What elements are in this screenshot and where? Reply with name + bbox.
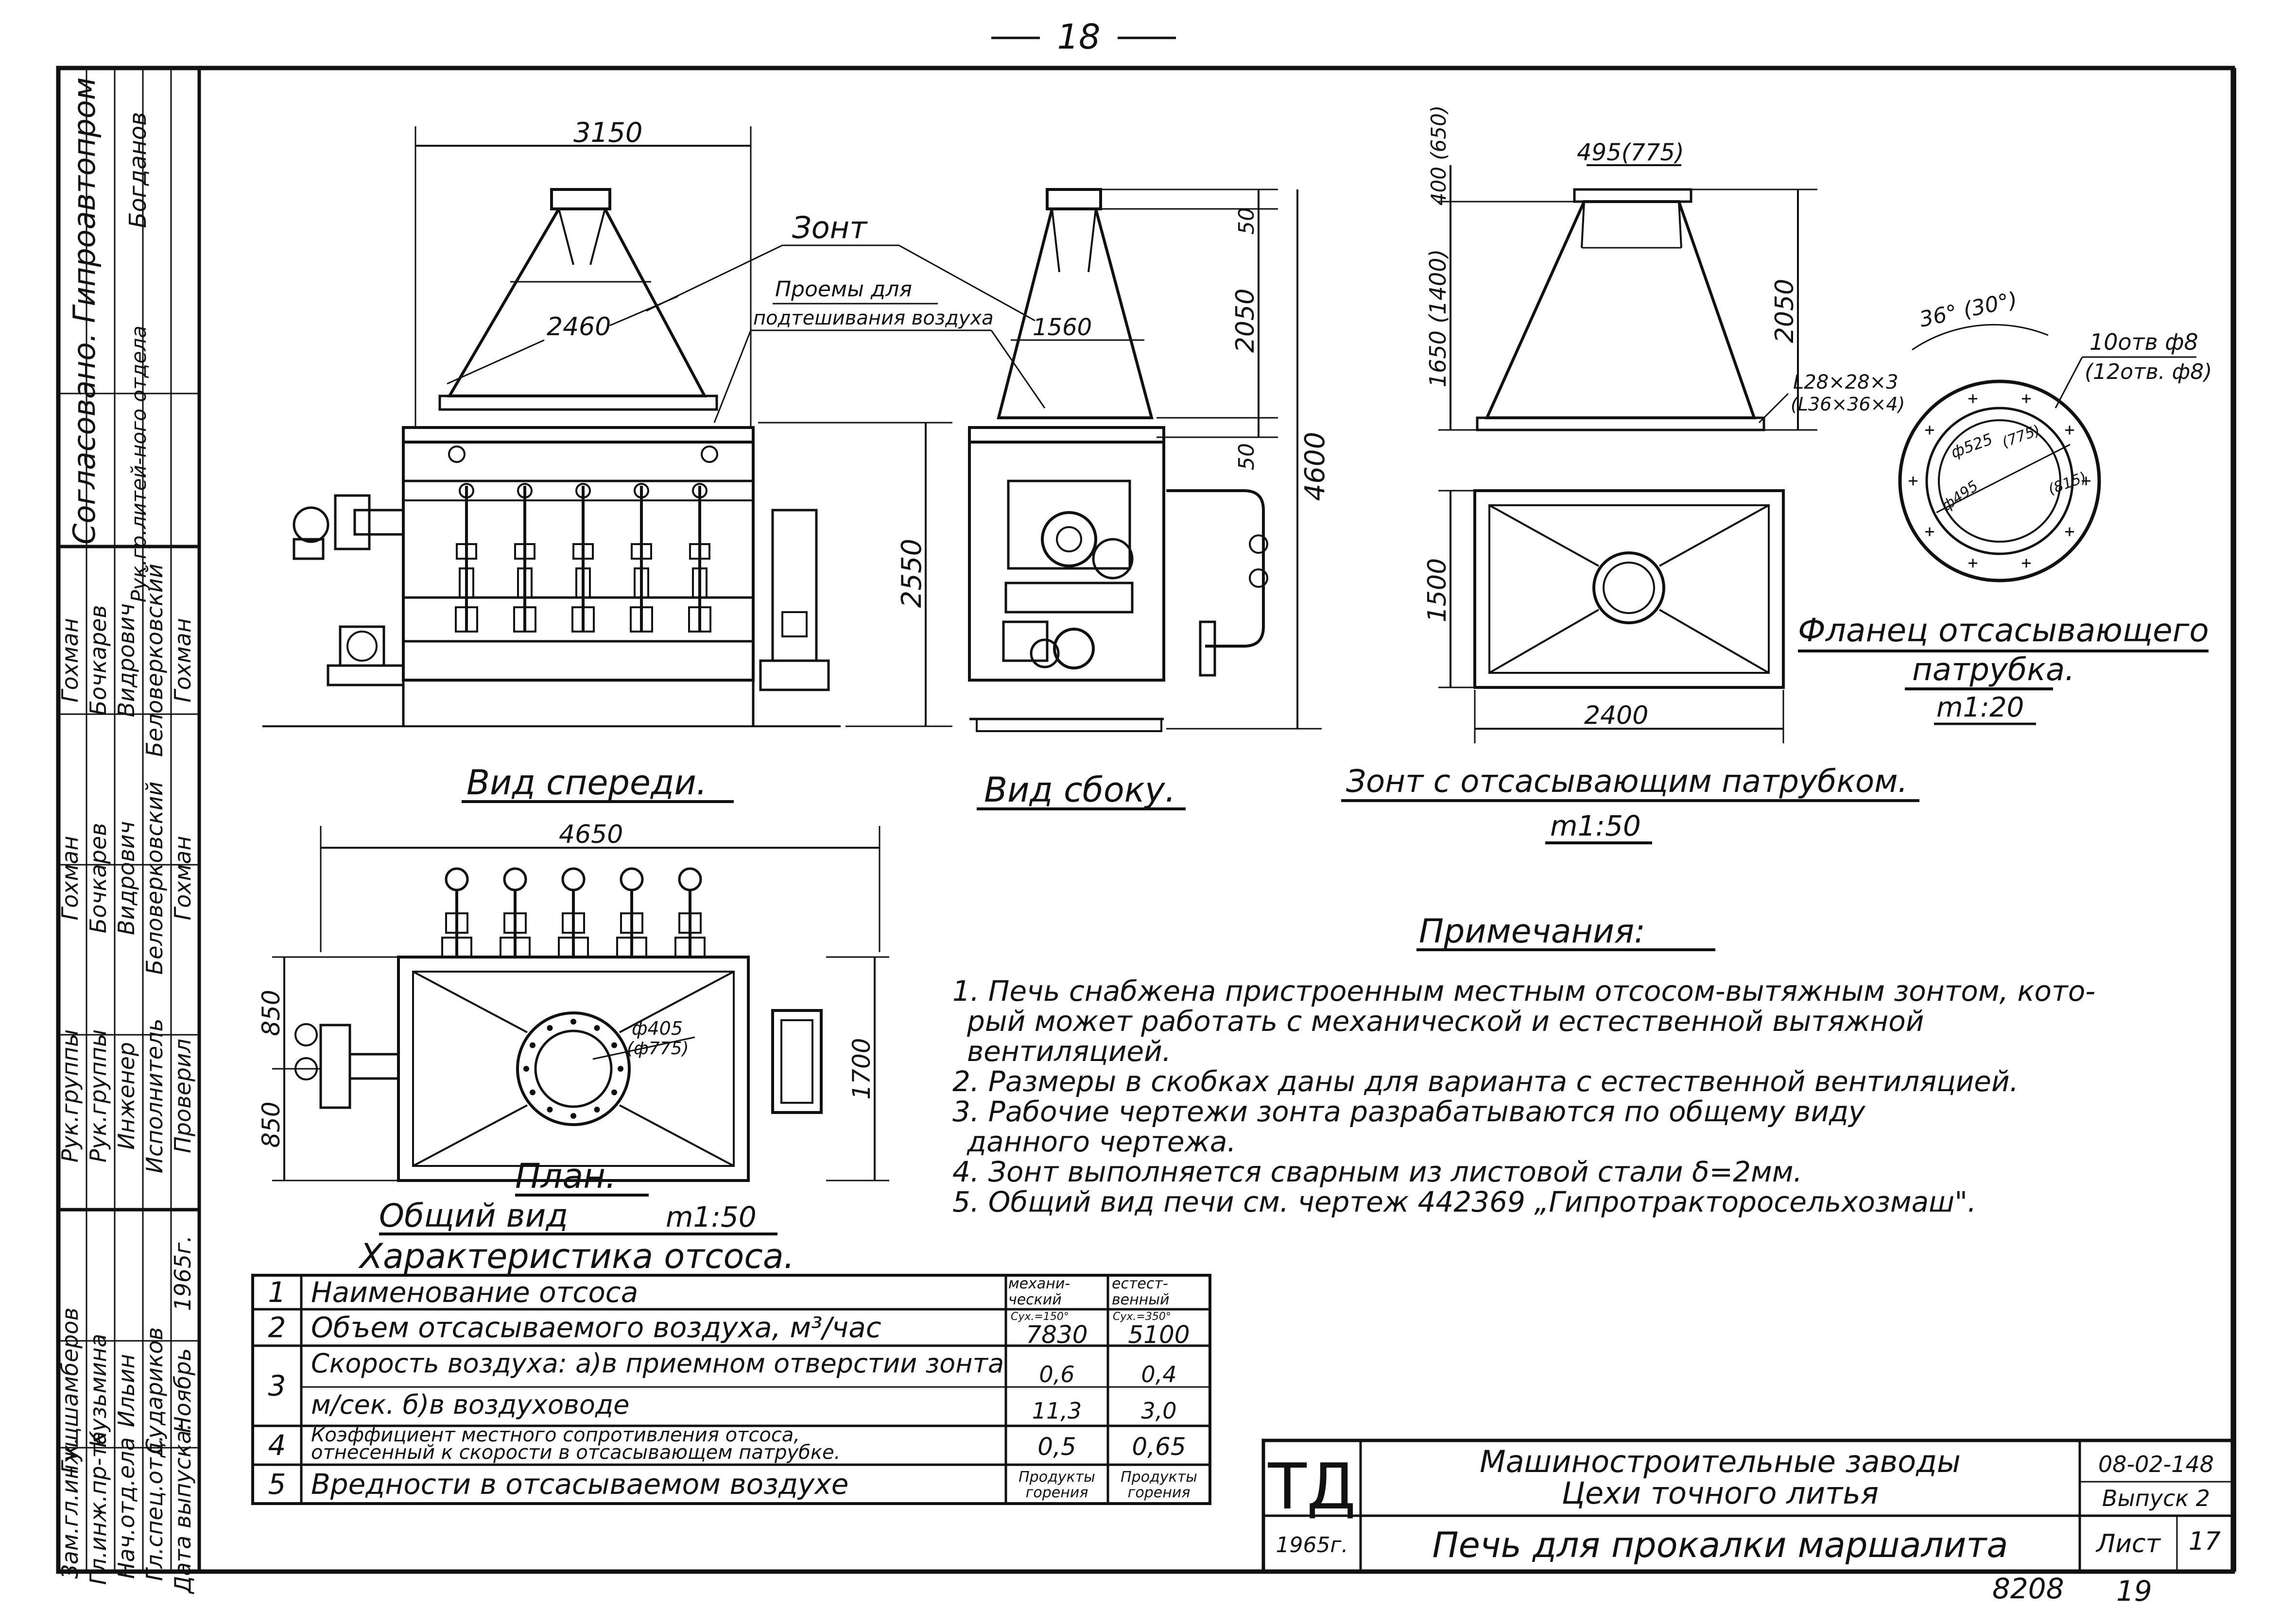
callout-hood: Зонт [792, 210, 867, 245]
bolt-hole-icon [594, 1025, 600, 1031]
stamp-cell: Ильин [113, 1354, 139, 1427]
furnace-plan [398, 957, 748, 1181]
bolt-hole-icon [523, 1066, 529, 1072]
dim-2400: 2400 [1584, 701, 1649, 730]
stamp-cell: Исполнитель [141, 1018, 168, 1174]
dim-2460: 2460 [547, 312, 611, 342]
burner [572, 484, 594, 632]
furnace-body-side [969, 428, 1164, 680]
title-block-org-1: Машиностроительные заводы [1480, 1444, 1961, 1479]
stamp-cell: Гохман [170, 836, 196, 921]
dim-3150: 3150 [573, 117, 643, 149]
callout-openings-2: подтешивания воздуха [753, 307, 994, 329]
row-name: Вредности в отсасываемом воздухе [311, 1468, 849, 1501]
valve-icon [702, 446, 717, 462]
dim-1650-1400: 1650 (1400) [1425, 249, 1451, 388]
dim-4650: 4650 [559, 820, 623, 849]
flange-scale: m1:20 [1936, 692, 2024, 723]
row-number: 2 [268, 1311, 286, 1344]
notes-block [952, 912, 2095, 1218]
sheet-label: Лист [2096, 1529, 2160, 1558]
row-number: 5 [268, 1468, 286, 1501]
burner [559, 869, 588, 957]
row-value-mech: 11,3 [1032, 1398, 1082, 1424]
stamp-cell: Гл.спец.отд. [141, 1435, 168, 1581]
stamp-cell: Судариков [141, 1327, 168, 1455]
bolt-hole-icon [530, 1090, 535, 1095]
burner-row-plan [442, 869, 705, 957]
side-view-title: Вид сбоку. [984, 770, 1176, 810]
stamp-cell: Кузьмина [85, 1334, 111, 1448]
dim-50-mid: 50 [1234, 443, 1259, 470]
header-nat: естест- [1112, 1275, 1168, 1292]
hood-top-flange [552, 189, 610, 209]
row-number: 4 [268, 1429, 286, 1462]
page-number: 18 [1057, 17, 1101, 57]
stamp-cell: Проверил [170, 1038, 196, 1153]
burner [442, 869, 471, 957]
stamp-cell: Гущшамберов [57, 1307, 83, 1474]
notes-lines [952, 975, 2095, 1218]
title-block-org-2: Цехи точного литья [1561, 1475, 1879, 1511]
burner-row-front [449, 446, 717, 632]
sheet-number: 17 [2188, 1527, 2221, 1556]
dim-4600: 4600 [1299, 431, 1331, 501]
bolt-hole-icon [611, 1090, 617, 1095]
stamp-cell: Бочкарев [85, 605, 111, 716]
flange-d2: (775) [2000, 422, 2043, 451]
row-number: 1 [268, 1276, 286, 1309]
stamp-cell: Гохман [57, 618, 83, 703]
angle-label-1: L28×28×3 [1793, 371, 1899, 394]
dim-2050-hood: 2050 [1770, 278, 1799, 343]
flange-holes-2: (12отв. ф8) [2085, 359, 2212, 384]
row-number: 3 [268, 1369, 286, 1403]
row-name: Объем отсасываемого воздуха, м³/час [311, 1311, 881, 1344]
stamp-cell: 1965г. [170, 1235, 196, 1311]
bolt-hole-icon [618, 1066, 623, 1072]
header-nat: венный [1112, 1291, 1170, 1308]
flange-title-2: патрубка. [1912, 652, 2075, 688]
flange-d1: ф525 [1948, 429, 1995, 462]
dim-1560: 1560 [1033, 314, 1092, 341]
stamp-cell: Бочкарев [85, 822, 111, 934]
row-temp: Сух.=350° [1113, 1311, 1171, 1323]
row-name: Скорость воздуха: а)в приемном отверстии зонта [311, 1348, 1004, 1379]
note-line: рый может работать с механической и естественной вытяжной [967, 1005, 1924, 1038]
note-line: вентиляцией. [967, 1035, 1172, 1068]
bolt-hole-icon [547, 1025, 553, 1031]
flange-title-1: Фланец отсасывающего [1798, 612, 2209, 649]
hood-detail-title: Зонт с отсасывающим патрубком. [1346, 764, 1908, 800]
bolt-hole-icon [530, 1043, 535, 1048]
hood-body [449, 209, 705, 396]
bolt-hole-icon [611, 1043, 617, 1048]
row-value-nat: горения [1127, 1484, 1191, 1501]
flange-d4: (815) [2046, 468, 2089, 498]
stamp-cell: Рук.группы [85, 1029, 111, 1163]
row-temp: Сух.=150° [1011, 1311, 1069, 1323]
valve-icon [449, 446, 465, 462]
burner [617, 869, 646, 957]
row-value-nat: Продукты [1121, 1469, 1197, 1486]
flange-detail [1798, 287, 2212, 724]
stamp-cell: Рук.группы [57, 1029, 83, 1163]
stamp-cell: Нач.отд.ела [113, 1437, 139, 1579]
stamp-cell: Богданов [124, 112, 152, 228]
dim-495-775: 495(775) [1577, 139, 1684, 166]
drawing-issue: Выпуск 2 [2102, 1485, 2210, 1511]
note-line: 1. Печь снабжена пристроенным местным отсосом-вытяжным зонтом, кото- [952, 975, 2096, 1008]
plan-bore-2: (ф775) [627, 1039, 689, 1059]
dim-850-b: 850 [257, 1101, 285, 1148]
burner [514, 484, 535, 632]
row-value-mech: Продукты [1019, 1469, 1095, 1486]
note-line: 2. Размеры в скобках даны для варианта с естественной вентиляцией. [952, 1065, 2019, 1098]
dim-1500: 1500 [1423, 558, 1452, 623]
note-line: 3. Рабочие чертежи зонта разрабатываются по общему виду [952, 1095, 1865, 1128]
flange-holes-1: 10отв ф8 [2089, 329, 2198, 355]
stamp-cell: Дата выпуска: [170, 1422, 196, 1593]
stamp-cell: Рук.гр.литей-ного отдела [127, 325, 151, 602]
burner [631, 484, 652, 632]
stamp-cell: Зам.гл.инж. [57, 1437, 83, 1579]
bolt-hole-icon [570, 1113, 576, 1119]
row-value-mech: горения [1025, 1484, 1088, 1501]
note-line: 4. Зонт выполняется сварным из листовой стали δ=2мм. [952, 1155, 1802, 1188]
burner [501, 869, 530, 957]
bolt-hole-icon [570, 1019, 576, 1025]
characteristics-title: Характеристика отсоса. [360, 1236, 794, 1276]
row-value-mech: 0,6 [1039, 1361, 1075, 1387]
dim-1700: 1700 [847, 1038, 876, 1100]
plan-view [257, 820, 889, 1234]
plan-general-view: Общий вид [379, 1197, 569, 1234]
flange-angle: 36° (30°) [1917, 287, 2020, 332]
stamp-cell: Видрович [113, 603, 139, 718]
drawing-code: 08-02-148 [2098, 1451, 2214, 1477]
title-block-logo: ТД [1268, 1450, 1356, 1523]
title-block [1263, 1440, 2233, 1572]
stamp-cell: Видрович [113, 821, 139, 935]
stamp-cell: Беловерковский [141, 781, 168, 975]
side-stamp-text [57, 77, 196, 1594]
row-name: отнесенный к скорости в отсасывающем патрубке. [311, 1441, 841, 1464]
bolt-hole-icon [594, 1107, 600, 1113]
dim-2050: 2050 [1231, 288, 1260, 353]
row-value-nat: 3,0 [1141, 1398, 1177, 1424]
angle-label-2: (L36×36×4) [1791, 394, 1905, 415]
bottom-number: 8208 [1992, 1572, 2064, 1605]
title-block-year: 1965г. [1276, 1533, 1348, 1558]
stamp-cell: Гохман [57, 836, 83, 921]
plan-title: План. [515, 1156, 617, 1196]
row-value-mech: 0,5 [1037, 1433, 1076, 1461]
front-view-title: Вид спереди. [466, 763, 708, 803]
plan-flange-holes [523, 1019, 623, 1119]
bolt-hole-icon [547, 1107, 553, 1113]
dim-850-a: 850 [257, 990, 285, 1036]
drawing-title: Печь для прокалки маршалита [1432, 1524, 2008, 1565]
stamp-cell: Согласовано. Гипроавтопром [67, 77, 102, 545]
side-view [969, 189, 1331, 810]
burner [689, 484, 710, 632]
row-value-mech: 7830 [1026, 1320, 1088, 1349]
header-mech: механи- [1008, 1275, 1070, 1292]
stamp-cell: Ноябрь [170, 1348, 196, 1434]
dim-400-650: 400 (650) [1427, 105, 1450, 206]
flange-d3: ф495 [1938, 477, 1982, 515]
hood-detail-scale: m1:50 [1550, 809, 1641, 842]
hood-detail [1341, 105, 1919, 843]
note-line: 5. Общий вид печи см. чертеж 442369 „Гипротракторосельхозмаш". [952, 1185, 1977, 1218]
notes-title: Примечания: [1419, 912, 1645, 951]
burner [675, 869, 705, 957]
burner [456, 484, 477, 632]
dim-50-top: 50 [1234, 207, 1259, 235]
characteristics-block [253, 1236, 1210, 1504]
plan-scale: m1:50 [666, 1200, 757, 1233]
callout-openings-1: Проемы для [775, 277, 912, 302]
row-value-nat: 0,65 [1132, 1433, 1186, 1461]
dim-2550: 2550 [896, 538, 928, 608]
bottom-page: 19 [2116, 1575, 2152, 1607]
hood-plan-outer [1475, 491, 1783, 687]
stamp-cell: Беловерковский [141, 564, 168, 757]
row-name: Наименование отсоса [311, 1276, 639, 1309]
stamp-cell: Инженер [113, 1042, 139, 1150]
stamp-cell: Гл.инж.пр-та [85, 1431, 111, 1585]
row-value-nat: 5100 [1128, 1320, 1190, 1349]
stamp-cell: Гохман [170, 618, 196, 703]
row-name: м/сек. б)в воздуховоде [311, 1389, 630, 1420]
note-line: данного чертежа. [967, 1125, 1236, 1158]
row-value-nat: 0,4 [1141, 1361, 1177, 1387]
header-mech: ческий [1008, 1291, 1062, 1308]
plan-bore-1: ф405 [632, 1018, 683, 1039]
row-name: Коэффициент местного сопротивления отсоса, [311, 1424, 800, 1446]
